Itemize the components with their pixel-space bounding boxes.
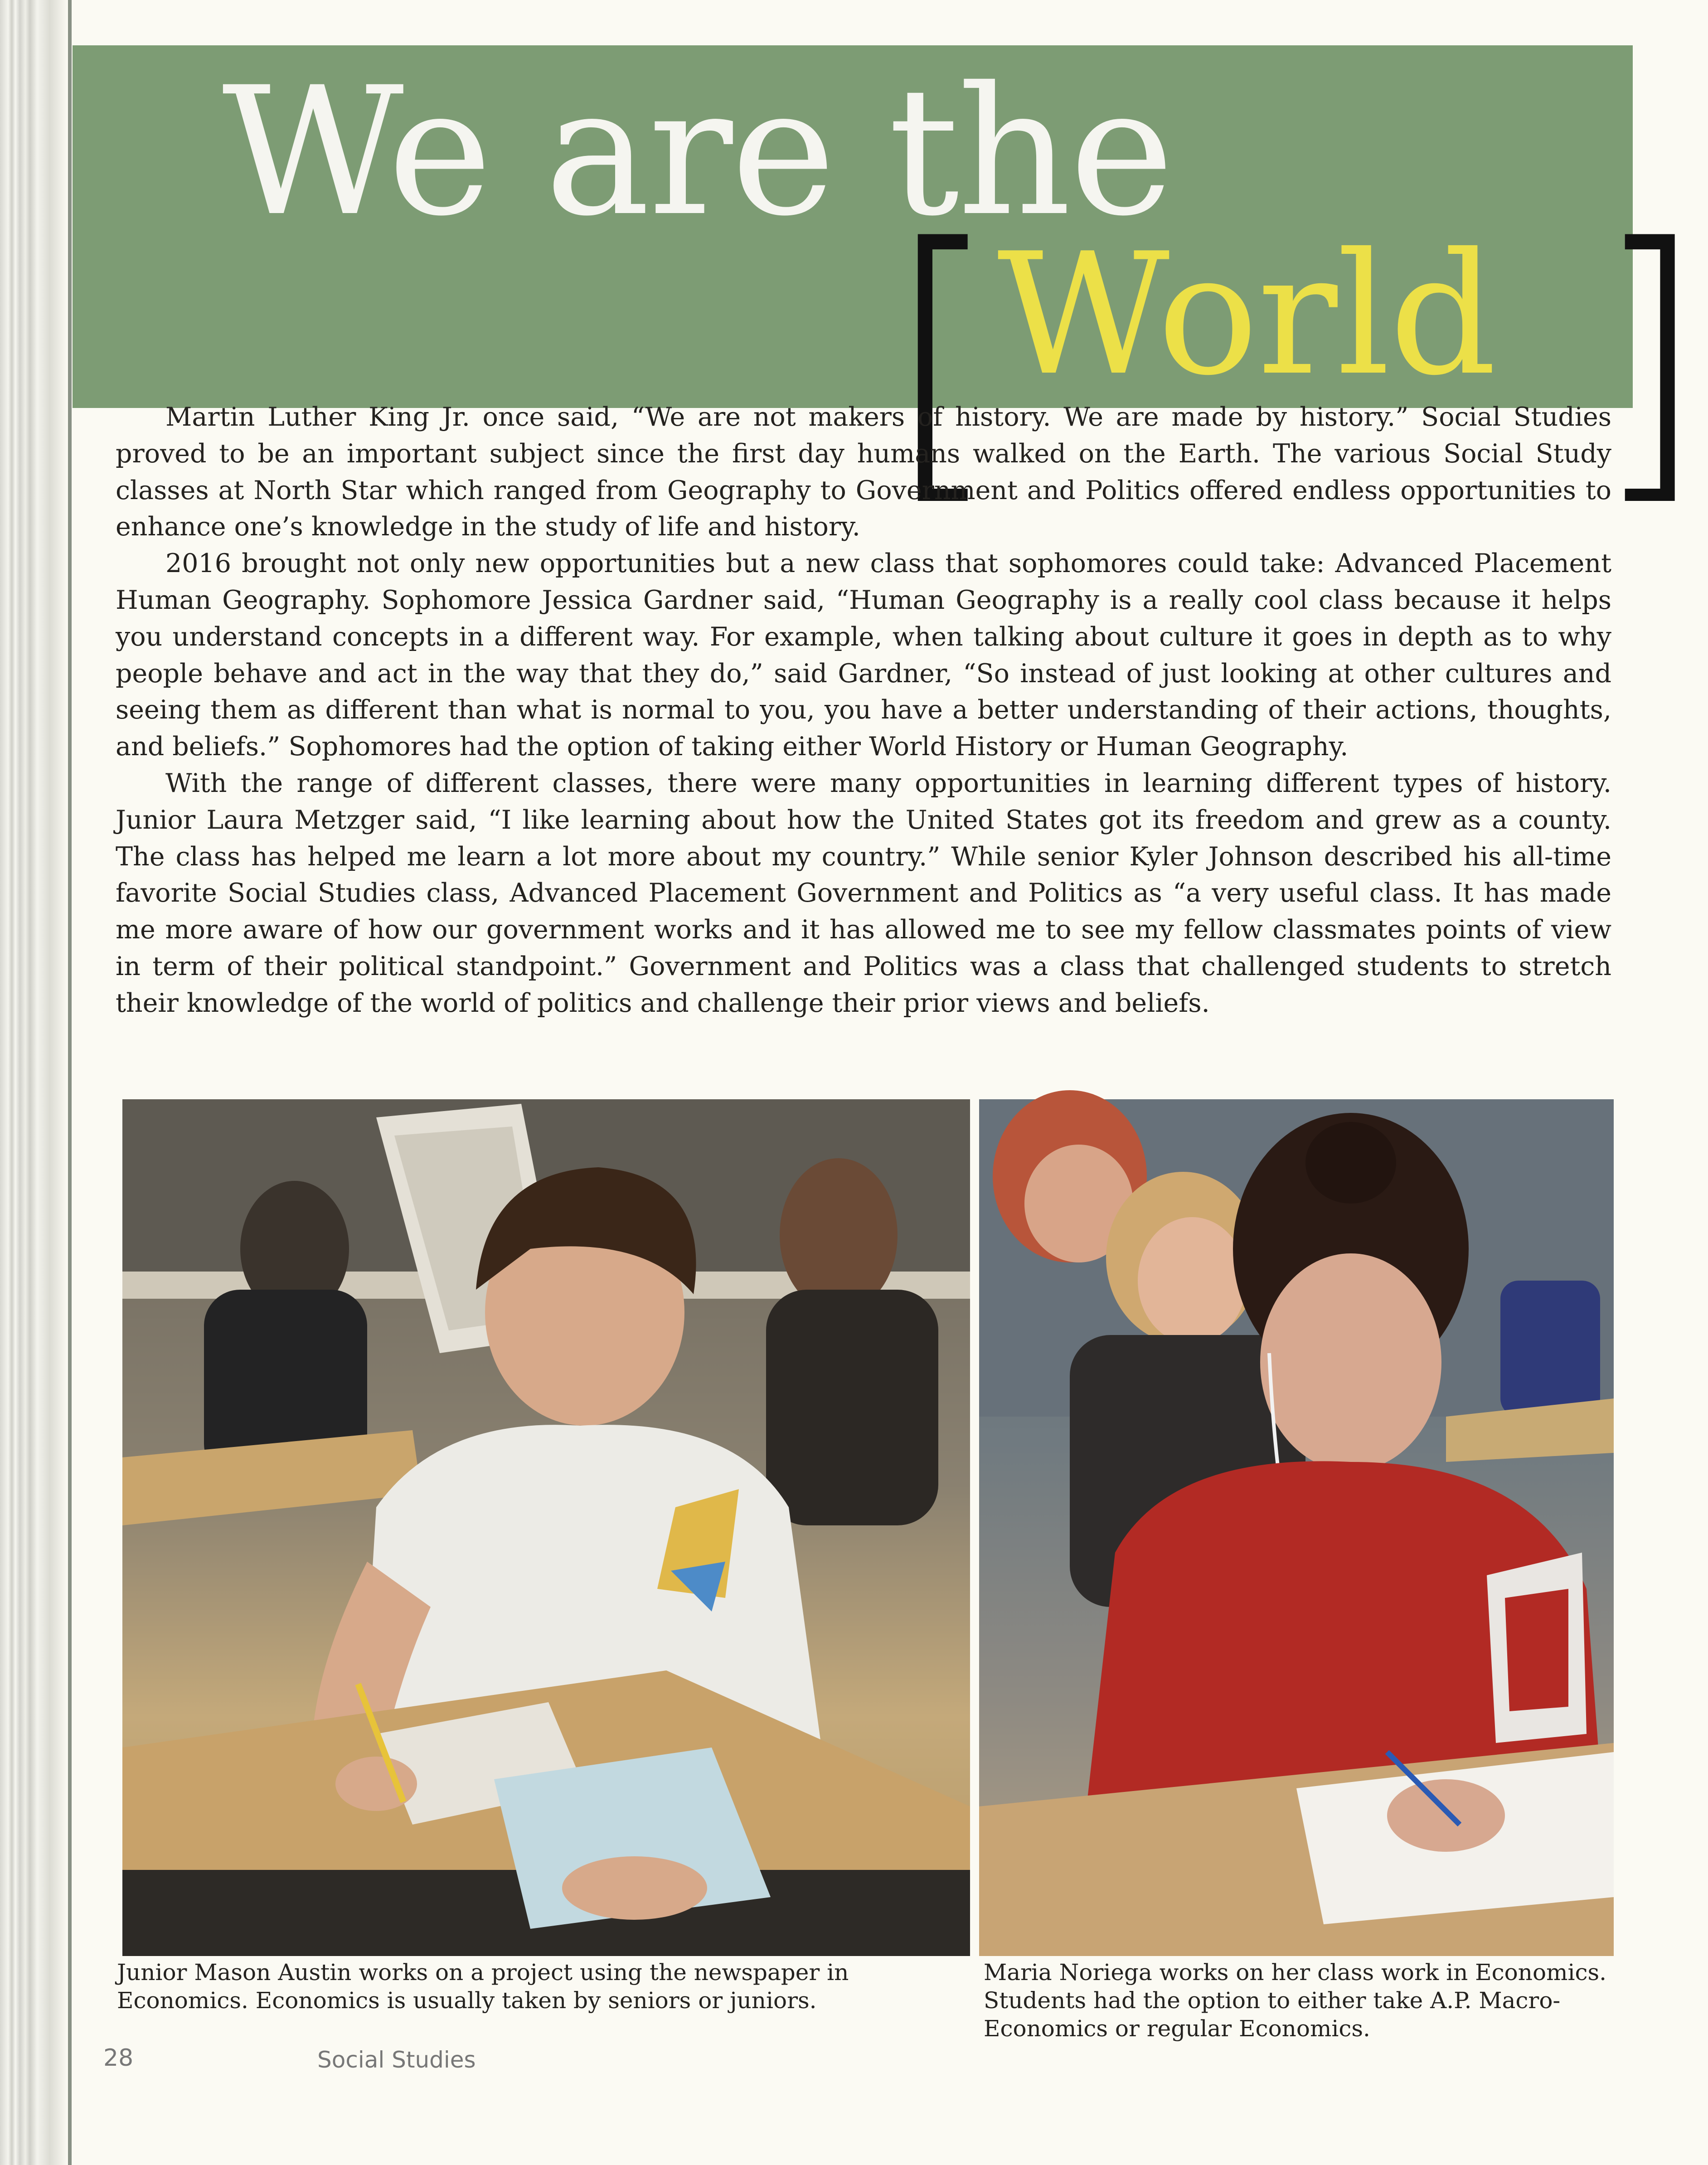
photo-caption-right: Maria Noriega works on her class work in Economics. Students had the option to either take A.P. Macro- Economics or regular Economics. xyxy=(984,1959,1607,2042)
article-body xyxy=(116,399,1611,1022)
headline-line-1: We are the xyxy=(222,49,1173,255)
photo-student-newspaper xyxy=(122,1099,970,1956)
photo-student-red-hoodie xyxy=(979,1099,1614,1956)
photo-student-newspaper-illustration xyxy=(122,1099,970,1956)
page-number: 28 xyxy=(103,2044,134,2072)
article-paragraph: 2016 brought not only new opportunities but a new class that sophomores could take: Advanced Placement Human Geography. Sophomore Jessica Gardner said, “Human Geography is a really cool class because it helps you understand concepts in a different way. For example, when talking about culture it goes in depth as to why people behave and act in the way that they do,” said Gardner, “So instead of just looking at other cultures and seeing them as different than what is normal to you, you have a better understanding of their actions, thoughts, and beliefs.” Sophomores had the option of taking either World History or Human Geography. xyxy=(116,549,1611,762)
headline-bracket-open: [ xyxy=(884,184,1001,532)
photo-student-red-hoodie-illustration xyxy=(979,1099,1614,1956)
section-name: Social Studies xyxy=(317,2047,476,2073)
headline-line-2: World xyxy=(997,218,1496,413)
photo-caption-left: Junior Mason Austin works on a project using the newspaper in Economics. Economics is usually taken by seniors or juniors. xyxy=(117,1959,849,2014)
article-paragraph: With the range of different classes, there were many opportunities in learning different types of history. Junior Laura Metzger said, “I like learning about how the United States got its freedom and grew as a county. The class has helped me learn a lot more about my country.” While senior Kyler Johnson described his all-time favorite Social Studies class, Advanced Placement Government and Politics as “a very useful class. It has made me more aware of how our government works and it has allowed me to see my fellow classmates points of view in term of their political standpoint.” Government and Politics was a class that challenged students to stretch their knowledge of the world of politics and challenge their prior views and beliefs. xyxy=(116,768,1611,1018)
headline-bracket-close: ] xyxy=(1591,184,1708,532)
article-paragraph: Martin Luther King Jr. once said, “We are not makers of history. We are made by history.” Social Studies proved to be an important subject since the first day humans walked on the Earth. The various Social Study classes at North Star which ranged from Geography to Government and Politics offered endless opportunities to enhance one’s knowledge in the study of life and history. xyxy=(116,402,1611,542)
page-binding-edge xyxy=(0,0,68,2165)
page-binding-shadow xyxy=(68,0,72,2165)
